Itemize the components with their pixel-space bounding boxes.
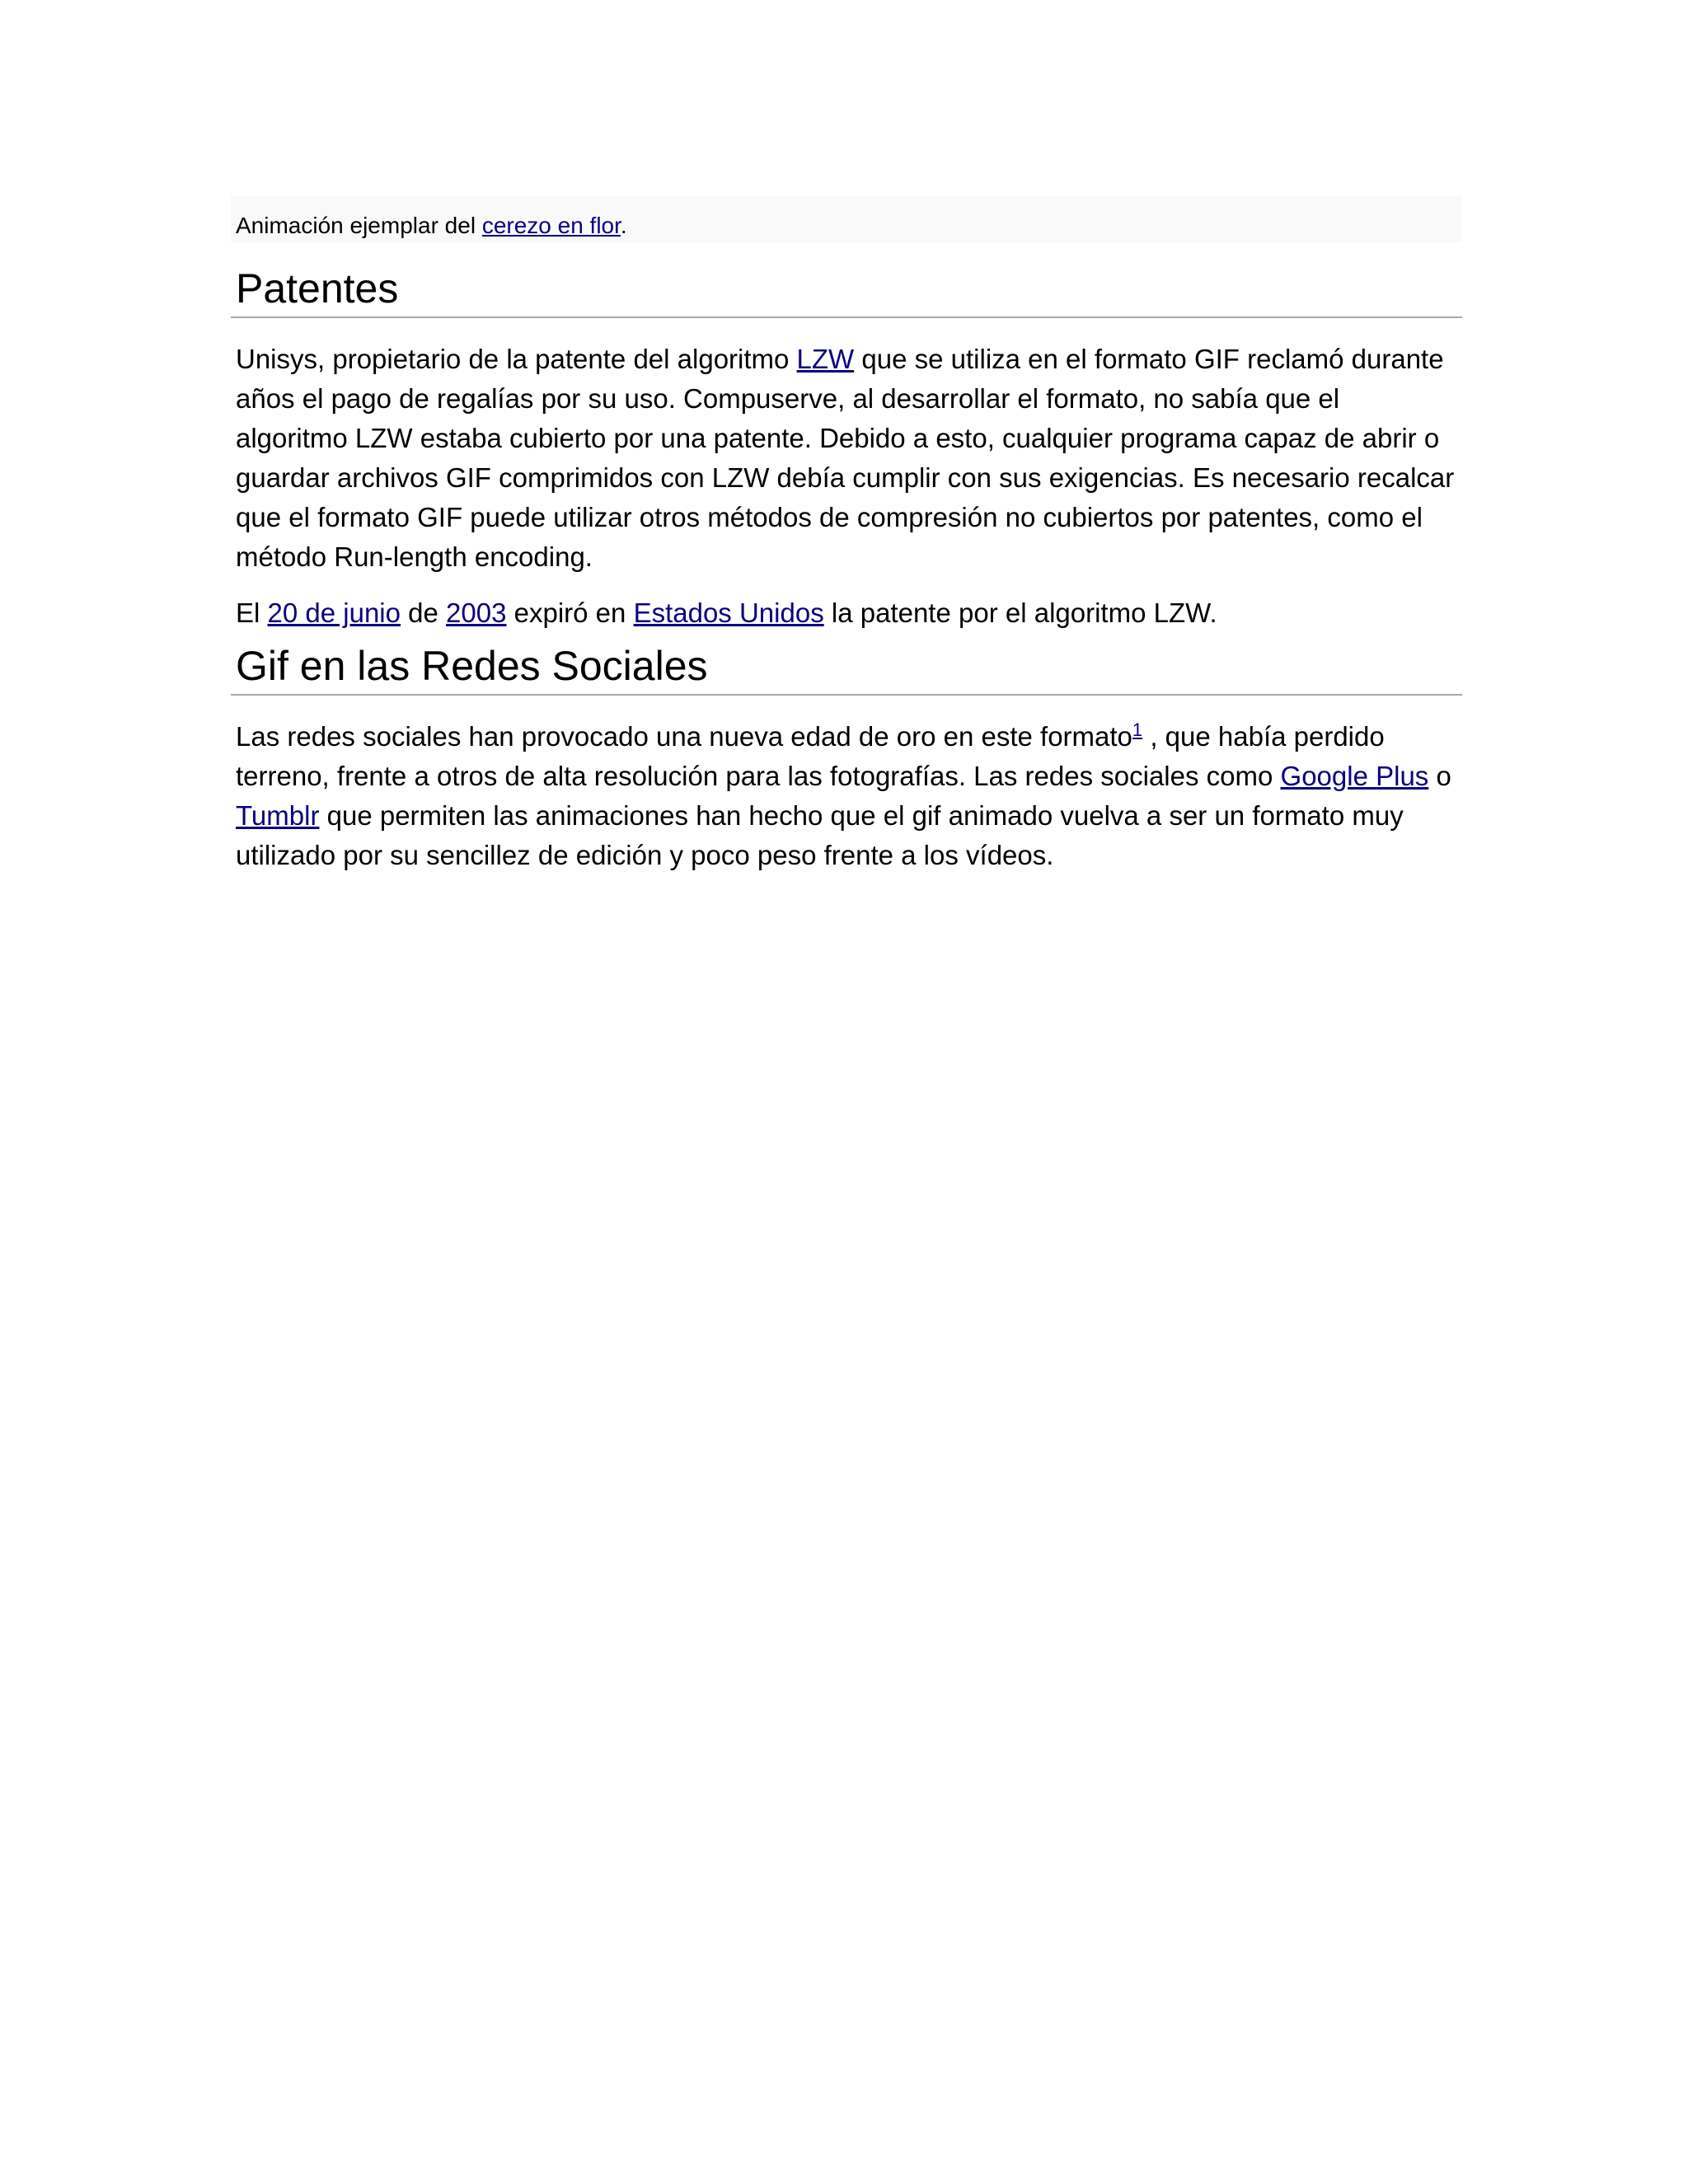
text: la patente por el algoritmo LZW.	[823, 598, 1217, 628]
heading-patentes: Patentes	[231, 265, 1462, 318]
link-lzw[interactable]: LZW	[796, 344, 855, 374]
caption-suffix: .	[620, 213, 627, 238]
article-content	[231, 196, 1462, 875]
link-google-plus[interactable]: Google Plus	[1280, 761, 1429, 791]
caption-text: Animación ejemplar del	[236, 213, 482, 238]
text: de	[401, 598, 447, 628]
heading-redes-sociales: Gif en las Redes Sociales	[231, 643, 1462, 696]
image-caption	[231, 196, 1462, 242]
text: que se utiliza en el formato GIF reclamó durante años el pago de regalías por su uso. Compuserve, al desarrollar el formato, no sabía que el algoritmo LZW estaba cubierto por una patente. Debido a esto, cualquier programa capaz de abrir o guardar archivos GIF comprimidos con LZW debía cumplir con sus exigencias. Es necesario recalcar que el formato GIF puede utilizar otros métodos de compresión no cubiertos por patentes, como el método Run-length encoding.	[236, 344, 1455, 572]
link-tumblr[interactable]: Tumblr	[236, 800, 320, 831]
text: , que había perdido terreno, frente a otros de alta resolución para las fotografías. Las redes sociales como	[236, 721, 1385, 791]
text: Unisys, propietario de la patente del algoritmo	[236, 344, 797, 374]
text: expiró en	[506, 598, 634, 628]
paragraph-patentes-1	[231, 340, 1462, 577]
paragraph-patentes-2	[231, 593, 1462, 633]
link-2003[interactable]: 2003	[446, 598, 507, 628]
reference-1[interactable]: 1	[1132, 719, 1143, 740]
text: que permiten las animaciones han hecho que el gif animado vuelva a ser un formato muy utilizado por su sencillez de edición y poco peso frente a los vídeos.	[236, 800, 1404, 870]
link-estados-unidos[interactable]: Estados Unidos	[633, 598, 824, 628]
text: Las redes sociales han provocado una nueva edad de oro en este formato	[236, 721, 1132, 752]
paragraph-redes-sociales	[231, 717, 1462, 875]
text: El	[236, 598, 268, 628]
link-20-de-junio[interactable]: 20 de junio	[267, 598, 401, 628]
text: o	[1428, 761, 1451, 791]
link-cerezo-en-flor[interactable]: cerezo en flor	[481, 213, 621, 238]
